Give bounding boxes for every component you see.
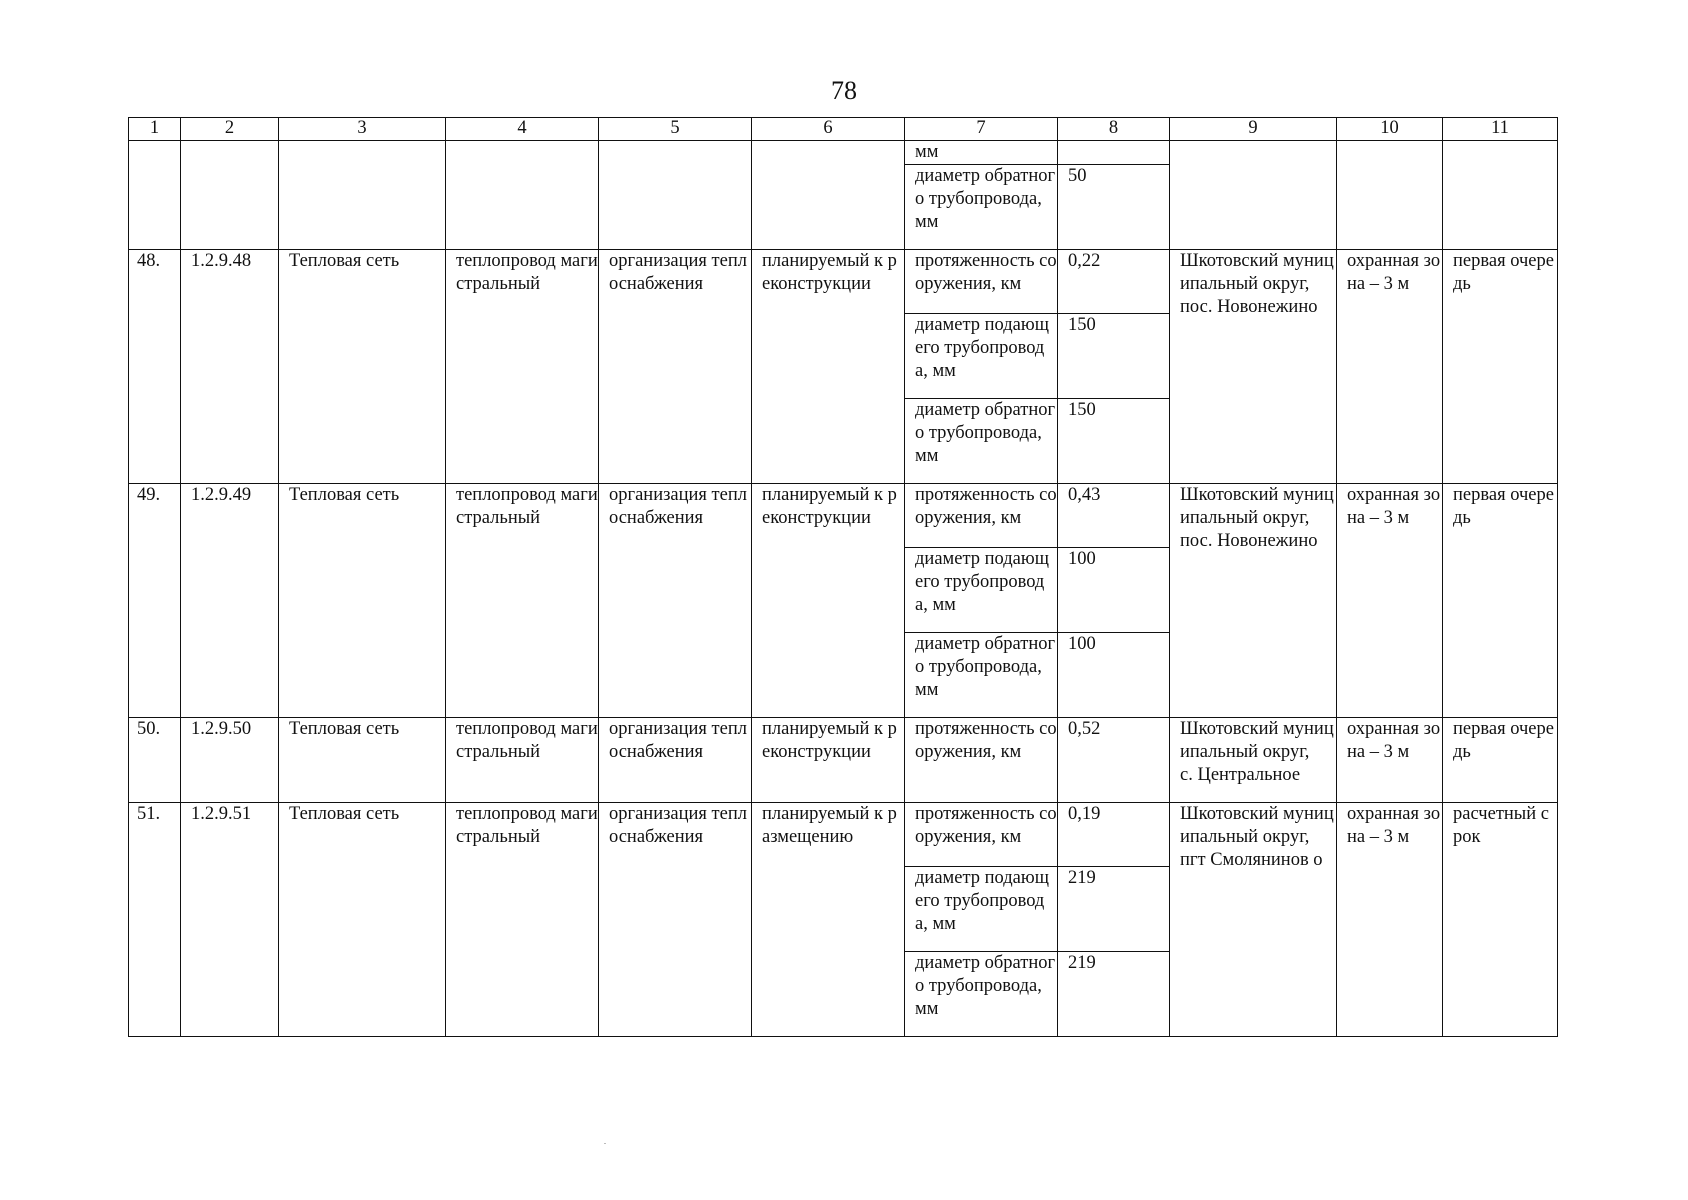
row-number-cell-text: 48. [137, 251, 161, 271]
parameter-value-cell [1058, 803, 1170, 867]
object-name-cell [279, 250, 446, 484]
empty-cell [181, 141, 279, 250]
parameter-value-cell-text: 0,22 [1068, 251, 1101, 271]
object-status-cell [752, 250, 905, 484]
object-name-cell-text: Тепловая сеть [289, 719, 400, 739]
object-status-cell-text: планируемый к реконструкции [762, 485, 897, 528]
location-cell-text: Шкотовский муниципальный округ, пгт Смолянинов о [1180, 804, 1334, 870]
parameter-name-cell-text: диаметр обратного трубопровода, мм [915, 166, 1056, 232]
parameter-value-cell-text: 0,19 [1068, 804, 1101, 824]
parameter-value-cell [1058, 250, 1170, 314]
empty-cell [129, 141, 181, 250]
parameter-value-cell-text: 50 [1068, 166, 1087, 186]
object-status-cell [752, 484, 905, 718]
parameter-name-cell [905, 548, 1058, 633]
parameter-value-cell [1058, 141, 1170, 165]
column-header: 4 [446, 118, 599, 141]
parameter-name-cell-text: протяженность сооружения, км [915, 251, 1057, 294]
term-cell-text: первая очередь [1453, 485, 1554, 528]
column-header: 8 [1058, 118, 1170, 141]
object-name-cell [279, 484, 446, 718]
parameter-value-cell [1058, 314, 1170, 399]
object-purpose-cell-text: организация теплоснабжения [609, 719, 747, 762]
object-code-cell-text: 1.2.9.50 [191, 719, 252, 739]
object-status-cell-text: планируемый к реконструкции [762, 719, 897, 762]
object-code-cell-text: 1.2.9.51 [191, 804, 252, 824]
empty-cell [279, 141, 446, 250]
column-header: 10 [1337, 118, 1443, 141]
column-header: 2 [181, 118, 279, 141]
object-purpose-cell-text: организация теплоснабжения [609, 485, 747, 528]
parameter-name-cell [905, 718, 1058, 803]
term-cell [1443, 484, 1558, 718]
object-code-cell [181, 718, 279, 803]
column-header: 9 [1170, 118, 1337, 141]
object-name-cell-text: Тепловая сеть [289, 804, 400, 824]
empty-cell [1337, 141, 1443, 250]
parameter-value-cell [1058, 867, 1170, 952]
column-header: 1 [129, 118, 181, 141]
empty-cell [1443, 141, 1558, 250]
term-cell-text: расчетный срок [1453, 804, 1549, 847]
parameter-name-cell-text: протяженность сооружения, км [915, 719, 1057, 762]
parameter-name-cell-text: протяженность сооружения, км [915, 804, 1057, 847]
row-number-cell-text: 49. [137, 485, 161, 505]
parameter-name-cell-text: протяженность сооружения, км [915, 485, 1057, 528]
parameter-name-cell-text: диаметр подающего трубопровода, мм [915, 315, 1049, 381]
location-cell [1170, 484, 1337, 718]
object-type-cell [446, 803, 599, 1037]
term-cell-text: первая очередь [1453, 719, 1554, 762]
column-header: 5 [599, 118, 752, 141]
parameter-name-cell [905, 484, 1058, 548]
object-purpose-cell [599, 484, 752, 718]
row-number-cell-text: 51. [137, 804, 161, 824]
term-cell-text: первая очередь [1453, 251, 1554, 294]
empty-cell [1170, 141, 1337, 250]
object-type-cell-text: теплопровод магистральный [456, 804, 598, 847]
zone-cell [1337, 250, 1443, 484]
location-cell-text: Шкотовский муниципальный округ, с. Центральное [1180, 719, 1334, 785]
parameter-value-cell [1058, 399, 1170, 484]
empty-cell [446, 141, 599, 250]
object-type-cell [446, 250, 599, 484]
object-status-cell [752, 803, 905, 1037]
parameter-name-cell-text: диаметр обратного трубопровода, мм [915, 953, 1056, 1019]
object-code-cell-text: 1.2.9.49 [191, 485, 252, 505]
registry-table [128, 117, 1558, 1037]
zone-cell-text: охранная зона – 3 м [1347, 804, 1441, 847]
parameter-name-cell [905, 803, 1058, 867]
row-number-cell [129, 718, 181, 803]
parameter-name-cell [905, 314, 1058, 399]
term-cell [1443, 250, 1558, 484]
empty-cell [599, 141, 752, 250]
object-code-cell [181, 803, 279, 1037]
parameter-value-cell-text: 219 [1068, 953, 1096, 973]
parameter-value-cell [1058, 633, 1170, 718]
parameter-value-cell [1058, 484, 1170, 548]
object-type-cell [446, 718, 599, 803]
object-name-cell [279, 803, 446, 1037]
parameter-value-cell-text: 150 [1068, 315, 1096, 335]
location-cell [1170, 250, 1337, 484]
zone-cell [1337, 484, 1443, 718]
row-number-cell-text: 50. [137, 719, 161, 739]
parameter-name-cell-text: диаметр подающего трубопровода, мм [915, 549, 1049, 615]
object-code-cell [181, 250, 279, 484]
object-purpose-cell [599, 718, 752, 803]
parameter-value-cell-text: 0,52 [1068, 719, 1101, 739]
parameter-value-cell-text: 219 [1068, 868, 1096, 888]
row-number-cell [129, 250, 181, 484]
object-status-cell-text: планируемый к реконструкции [762, 251, 897, 294]
parameter-value-cell [1058, 548, 1170, 633]
column-header: 11 [1443, 118, 1558, 141]
table-row [129, 250, 1558, 314]
table-row [129, 484, 1558, 548]
location-cell-text: Шкотовский муниципальный округ, пос. Новонежино [1180, 485, 1334, 551]
table-row [129, 803, 1558, 867]
term-cell [1443, 803, 1558, 1037]
parameter-name-cell-text: диаметр обратного трубопровода, мм [915, 400, 1056, 466]
parameter-name-cell-text: мм [915, 142, 939, 162]
object-type-cell-text: теплопровод магистральный [456, 485, 598, 528]
location-cell-text: Шкотовский муниципальный округ, пос. Новонежино [1180, 251, 1334, 317]
row-number-cell [129, 803, 181, 1037]
object-code-cell [181, 484, 279, 718]
registry-table-wrapper [128, 117, 1558, 1037]
column-header: 6 [752, 118, 905, 141]
column-header: 3 [279, 118, 446, 141]
location-cell [1170, 803, 1337, 1037]
zone-cell-text: охранная зона – 3 м [1347, 485, 1441, 528]
parameter-name-cell-text: диаметр подающего трубопровода, мм [915, 868, 1049, 934]
page-number: 78 [831, 76, 857, 105]
parameter-value-cell [1058, 165, 1170, 250]
parameter-value-cell [1058, 718, 1170, 803]
parameter-name-cell [905, 250, 1058, 314]
zone-cell [1337, 803, 1443, 1037]
object-status-cell [752, 718, 905, 803]
zone-cell-text: охранная зона – 3 м [1347, 719, 1441, 762]
parameter-value-cell-text: 150 [1068, 400, 1096, 420]
object-name-cell-text: Тепловая сеть [289, 485, 400, 505]
object-name-cell-text: Тепловая сеть [289, 251, 400, 271]
row-number-cell [129, 484, 181, 718]
object-code-cell-text: 1.2.9.48 [191, 251, 252, 271]
parameter-value-cell-text: 100 [1068, 549, 1096, 569]
object-purpose-cell-text: организация теплоснабжения [609, 251, 747, 294]
location-cell [1170, 718, 1337, 803]
term-cell [1443, 718, 1558, 803]
object-purpose-cell [599, 803, 752, 1037]
object-type-cell-text: теплопровод магистральный [456, 251, 598, 294]
parameter-name-cell [905, 141, 1058, 165]
scan-artifact [604, 1143, 606, 1144]
zone-cell-text: охранная зона – 3 м [1347, 251, 1441, 294]
parameter-value-cell-text: 0,43 [1068, 485, 1101, 505]
object-purpose-cell [599, 250, 752, 484]
parameter-name-cell [905, 633, 1058, 718]
column-header: 7 [905, 118, 1058, 141]
empty-cell [752, 141, 905, 250]
object-type-cell [446, 484, 599, 718]
object-status-cell-text: планируемый к размещению [762, 804, 897, 847]
parameter-name-cell [905, 952, 1058, 1037]
object-purpose-cell-text: организация теплоснабжения [609, 804, 747, 847]
table-body [129, 141, 1558, 1037]
table-row-continuation [129, 141, 1558, 165]
parameter-name-cell [905, 399, 1058, 484]
parameter-value-cell [1058, 952, 1170, 1037]
parameter-name-cell [905, 165, 1058, 250]
parameter-name-cell [905, 867, 1058, 952]
parameter-value-cell-text: 100 [1068, 634, 1096, 654]
parameter-name-cell-text: диаметр обратного трубопровода, мм [915, 634, 1056, 700]
header-row [129, 118, 1558, 141]
table-row [129, 718, 1558, 803]
object-type-cell-text: теплопровод магистральный [456, 719, 598, 762]
zone-cell [1337, 718, 1443, 803]
object-name-cell [279, 718, 446, 803]
